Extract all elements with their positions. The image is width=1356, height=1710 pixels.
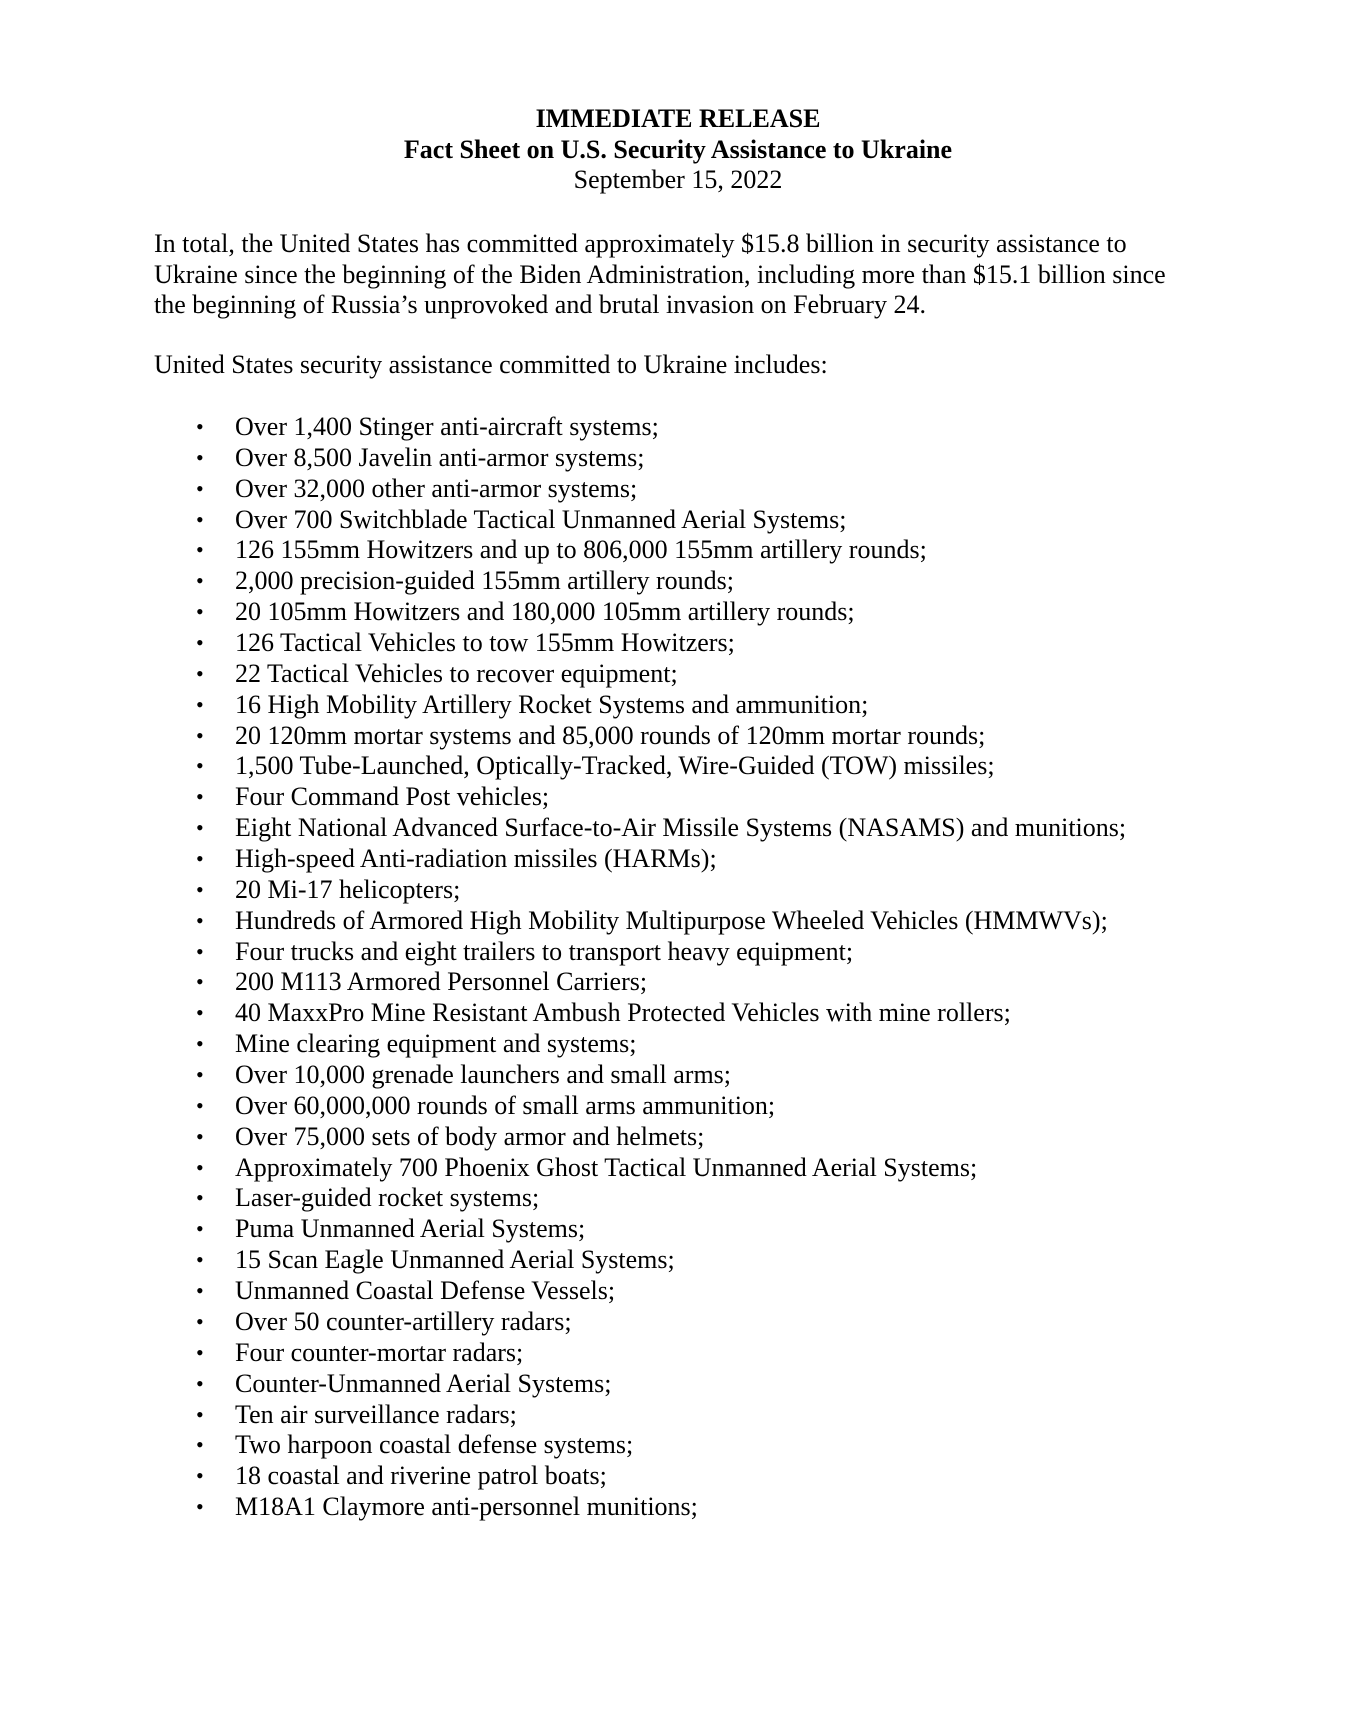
list-item-text: Counter-Unmanned Aerial Systems; [235,1368,612,1398]
list-item [0,1245,1126,1276]
list-item [0,443,1126,474]
bullet-icon: • [196,815,204,841]
list-item-text: 126 155mm Howitzers and up to 806,000 155mm artillery rounds; [235,535,927,565]
list-item [0,751,1126,782]
list-item [0,721,1126,752]
list-item-text: Laser-guided rocket systems; [235,1183,540,1213]
list-item [0,1338,1126,1369]
list-item-text: 20 120mm mortar systems and 85,000 rounds of 120mm mortar rounds; [235,720,986,750]
intro-line: Ukraine since the beginning of the Biden Administration, including more than $15.1 billion since [154,259,1166,289]
list-item [0,1430,1126,1461]
document-title: Fact Sheet on U.S. Security Assistance to Ukraine [403,134,953,164]
list-item [0,1029,1126,1060]
list-item-text: 126 Tactical Vehicles to tow 155mm Howitzers; [235,628,735,658]
list-lead: United States security assistance committed to Ukraine includes: [154,350,828,379]
list-item-text: 18 coastal and riverine patrol boats; [235,1461,607,1491]
list-item-text: Two harpoon coastal defense systems; [235,1430,634,1460]
list-item-text: 40 MaxxPro Mine Resistant Ambush Protected Vehicles with mine rollers; [235,998,1011,1028]
list-item-text: Puma Unmanned Aerial Systems; [235,1214,586,1244]
list-item [0,1060,1126,1091]
list-item [0,937,1126,968]
list-item [0,1369,1126,1400]
bullet-icon: • [196,1154,204,1180]
list-item-text: High-speed Anti-radiation missiles (HARMs); [235,844,717,874]
bullet-icon: • [196,1247,204,1273]
list-item-text: Over 700 Switchblade Tactical Unmanned Aerial Systems; [235,504,847,534]
bullet-icon: • [196,599,204,625]
bullet-icon: • [196,969,204,995]
list-item [0,906,1126,937]
bullet-icon: • [196,1216,204,1242]
list-item [0,1183,1126,1214]
list-item-text: Mine clearing equipment and systems; [235,1029,637,1059]
bullet-icon: • [196,907,204,933]
list-item [0,844,1126,875]
list-item-text: Four trucks and eight trailers to transport heavy equipment; [235,936,854,966]
list-item-text: Four Command Post vehicles; [235,782,550,812]
bullet-icon: • [196,784,204,810]
list-item [0,1461,1126,1492]
intro-line: In total, the United States has committed approximately $15.8 billion in security assistance to [154,229,1127,258]
bullet-icon: • [196,1463,204,1489]
bullet-icon: • [196,753,204,779]
list-item-text: Over 75,000 sets of body armor and helmets; [235,1121,705,1151]
bullet-icon: • [196,1185,204,1211]
bullet-icon: • [196,506,204,532]
list-item [0,412,1126,443]
list-item [0,1276,1126,1307]
bullet-icon: • [196,1308,204,1334]
list-item [0,566,1126,597]
bullet-icon: • [196,568,204,594]
list-item-text: 2,000 precision-guided 155mm artillery rounds; [235,566,734,596]
list-item-text: 22 Tactical Vehicles to recover equipment; [235,658,678,688]
intro-line: the beginning of Russia’s unprovoked and brutal invasion on February 24. [154,290,926,320]
bullet-icon: • [196,1494,204,1520]
bullet-icon: • [196,691,204,717]
list-item [0,813,1126,844]
bullet-icon: • [196,1031,204,1057]
list-item-text: 16 High Mobility Artillery Rocket Systems and ammunition; [235,689,869,719]
bullet-icon: • [196,722,204,748]
bullet-icon: • [196,1339,204,1365]
list-item [0,597,1126,628]
list-item [0,474,1126,505]
bullet-icon: • [196,630,204,656]
list-item-text: Ten air surveillance radars; [235,1399,517,1429]
list-item-text: Over 32,000 other anti-armor systems; [235,473,638,503]
list-item-text: 1,500 Tube-Launched, Optically-Tracked, Wire-Guided (TOW) missiles; [235,751,995,781]
list-item [0,1091,1126,1122]
bullet-icon: • [196,1000,204,1026]
document-header [0,104,1356,196]
list-item-text: Eight National Advanced Surface-to-Air Missile Systems (NASAMS) and munitions; [235,813,1127,843]
bullet-icon: • [196,1278,204,1304]
assistance-list [0,412,1126,1523]
list-item-text: 20 Mi-17 helicopters; [235,874,461,904]
list-item-text: Approximately 700 Phoenix Ghost Tactical Unmanned Aerial Systems; [235,1152,978,1182]
bullet-icon: • [196,537,204,563]
bullet-icon: • [196,475,204,501]
list-item-text: Over 60,000,000 rounds of small arms ammunition; [235,1090,776,1120]
list-item [0,1492,1126,1523]
bullet-icon: • [196,1370,204,1396]
list-item-text: M18A1 Claymore anti-personnel munitions; [235,1492,698,1522]
list-item-text: Over 10,000 grenade launchers and small arms; [235,1060,732,1090]
list-item [0,1122,1126,1153]
bullet-icon: • [196,1123,204,1149]
list-item-text: Over 50 counter-artillery radars; [235,1306,572,1336]
list-item [0,690,1126,721]
list-item [0,875,1126,906]
list-item [0,628,1126,659]
list-item-text: 15 Scan Eagle Unmanned Aerial Systems; [235,1245,675,1275]
bullet-icon: • [196,414,204,439]
list-item [0,1307,1126,1338]
list-item-text: 20 105mm Howitzers and 180,000 105mm artillery rounds; [235,597,855,627]
list-item [0,1153,1126,1184]
list-item-text: Unmanned Coastal Defense Vessels; [235,1276,616,1306]
list-item-text: Over 1,400 Stinger anti-aircraft systems; [235,412,659,441]
bullet-icon: • [196,1401,204,1427]
bullet-icon: • [196,1092,204,1118]
bullet-icon: • [196,1062,204,1088]
document-date: September 15, 2022 [573,165,783,194]
list-item [0,998,1126,1029]
list-item-text: Hundreds of Armored High Mobility Multipurpose Wheeled Vehicles (HMMWVs); [235,905,1108,935]
list-item [0,659,1126,690]
list-item [0,782,1126,813]
release-label: IMMEDIATE RELEASE [535,104,821,133]
intro-paragraph [154,229,1214,321]
list-item [0,1214,1126,1245]
list-item [0,967,1126,998]
bullet-icon: • [196,1432,204,1458]
bullet-icon: • [196,876,204,902]
list-item-text: Four counter-mortar radars; [235,1337,524,1367]
bullet-icon: • [196,938,204,964]
bullet-icon: • [196,660,204,686]
bullet-icon: • [196,444,204,470]
list-item-text: 200 M113 Armored Personnel Carriers; [235,967,648,997]
list-item-text: Over 8,500 Javelin anti-armor systems; [235,442,645,472]
bullet-icon: • [196,846,204,872]
list-item [0,535,1126,566]
list-item [0,505,1126,536]
list-item [0,1400,1126,1431]
